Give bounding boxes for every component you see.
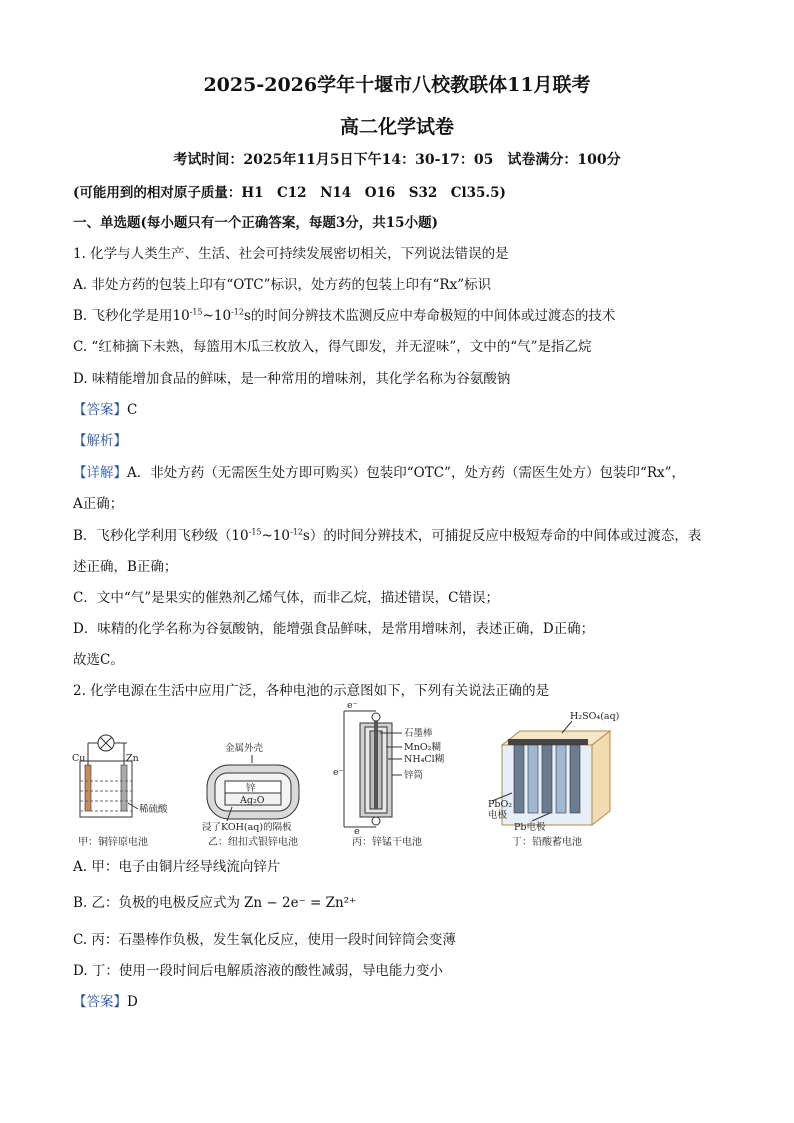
detail-b-exp1: -15 — [248, 527, 262, 537]
acid-label: 稀硫酸 — [139, 804, 168, 815]
ding-acid-label: H₂SO₄(aq) — [570, 711, 620, 722]
mno2-label: MnO₂糊 — [404, 742, 441, 753]
q2-answer — [73, 993, 138, 1011]
e-top-label: e⁻ — [347, 703, 358, 711]
separator-label: 浸了KOH(aq)的隔板 — [202, 822, 292, 833]
figure-bing — [333, 703, 445, 848]
q1-detail-b2: 述正确，B正确； — [73, 559, 178, 575]
detail-b-exp2: -12 — [290, 527, 303, 537]
shell-label: 金属外壳 — [225, 743, 264, 754]
q2-stem: 2. 化学电源在生活中应用广泛，各种电池的示意图如下，下列有关说法正确的是 — [73, 683, 550, 699]
figure-ding — [488, 711, 619, 848]
q2-option-d: D. 丁：使用一段时间后电解质溶液的酸性减弱，导电能力变小 — [73, 963, 443, 979]
electrode-label: 电极 — [488, 810, 508, 821]
e-bot-label: e — [354, 826, 360, 837]
q1-optb-mid: ~10 — [202, 308, 232, 324]
battery-diagrams — [62, 703, 622, 853]
q1-option-b — [73, 307, 615, 325]
q2-answer-tag: 【答案】 — [73, 994, 127, 1010]
q2-option-c: C. 丙：石墨棒作负极，发生氧化反应，使用一段时间锌筒会变薄 — [73, 932, 456, 948]
q1-optb-exp2: -12 — [231, 307, 244, 317]
q2-option-b — [73, 894, 356, 912]
e-mid-label: e⁻ — [333, 767, 344, 778]
atomic-masses: (可能用到的相对原子质量：H1 C12 N14 O16 S32 Cl35.5) — [73, 185, 506, 201]
q1-optb-exp1: -15 — [189, 307, 203, 317]
q2-answer-value: D — [127, 994, 138, 1010]
q1-detail-a2: A正确； — [73, 496, 124, 512]
answer-value: C — [127, 402, 138, 418]
q1-option-d: D. 味精能增加食品的鲜味，是一种常用的增味剂，其化学名称为谷氨酸钠 — [73, 371, 511, 387]
graphite-label: 石墨棒 — [404, 728, 433, 739]
q1-analysis-tag: 【解析】 — [73, 433, 127, 449]
exam-info: 考试时间：2025年11月5日下午14：30-17：05 试卷满分：100分 — [173, 152, 621, 168]
section-heading: 一、单选题(每小题只有一个正确答案，每题3分，共15小题) — [73, 215, 438, 231]
q1-detail-c: C．文中“气”是果实的催熟剂乙烯气体，而非乙烷，描述错误，C错误； — [73, 590, 499, 606]
caption-jia: 甲：铜锌原电池 — [78, 837, 148, 848]
q2-optb-formula: Zn − 2e⁻ = Zn²⁺ — [244, 895, 357, 911]
q1-detail-b — [73, 527, 701, 545]
pb-label: Pb电极 — [514, 822, 546, 833]
zn-label: Zn — [126, 753, 139, 764]
detail-b-post: s）的时间分辨技术，可捕捉反应中极短寿命的中间体或过渡态，表 — [302, 528, 702, 544]
zinc-label: 锌 — [246, 783, 256, 794]
pbo2-label: PbO₂ — [488, 799, 513, 810]
caption-bing: 丙：锌锰干电池 — [352, 837, 422, 848]
detail-b-mid: ~10 — [261, 528, 290, 544]
exam-title: 2025-2026学年十堰市八校教联体11月联考 — [203, 74, 591, 96]
figure-yi — [202, 742, 299, 848]
nh4cl-label: NH₄Cl糊 — [404, 754, 445, 765]
detail-b-pre: B．飞秒化学利用飞秒级（10 — [73, 528, 249, 544]
caption-yi: 乙：纽扣式银锌电池 — [208, 837, 298, 848]
q1-conclusion: 故选C。 — [73, 652, 124, 668]
q1-detail-a — [73, 464, 685, 482]
cu-electrode — [85, 765, 91, 811]
zinc-can-label: 锌筒 — [404, 770, 424, 781]
positive-terminal-icon — [372, 713, 380, 721]
exam-subtitle: 高二化学试卷 — [339, 116, 454, 138]
figure-jia — [72, 735, 168, 848]
q1-answer — [73, 401, 137, 419]
caption-ding: 丁：铅酸蓄电池 — [512, 837, 582, 848]
detail-tag: 【详解】 — [73, 465, 127, 481]
q1-stem: 1. 化学与人类生产、生活、社会可持续发展密切相关，下列说法错误的是 — [73, 246, 509, 262]
ag2o-label: Ag₂O — [240, 795, 265, 806]
q2-optb-text: B. 乙：负极的电极反应式为 — [73, 895, 241, 911]
q1-option-a: A. 非处方药的包装上印有“OTC”标识，处方药的包装上印有“Rx”标识 — [73, 277, 492, 293]
q1-optb-post: s的时间分辨技术监测反应中寿命极短的中间体或过渡态的技术 — [243, 308, 616, 324]
q1-optb-pre: B. 飞秒化学是用10 — [73, 308, 190, 324]
detail-a-text: A．非处方药（无需医生处方即可购买）包装印“OTC”，处方药（需医生处方）包装印“Rx”， — [127, 465, 686, 481]
zn-electrode — [121, 765, 127, 811]
q1-option-c: C. “红柿摘下未熟，每篮用木瓜三枚放入，得气即发，并无涩味”，文中的“气”是指乙烷 — [73, 339, 592, 355]
negative-terminal-icon — [372, 817, 380, 825]
q1-detail-d: D．味精的化学名称为谷氨酸钠，能增强食品鲜味，是常用增味剂，表述正确，D正确； — [73, 621, 595, 637]
answer-tag: 【答案】 — [73, 402, 127, 418]
cu-label: Cu — [72, 753, 86, 764]
q2-option-a: A. 甲：电子由铜片经导线流向锌片 — [73, 859, 281, 875]
